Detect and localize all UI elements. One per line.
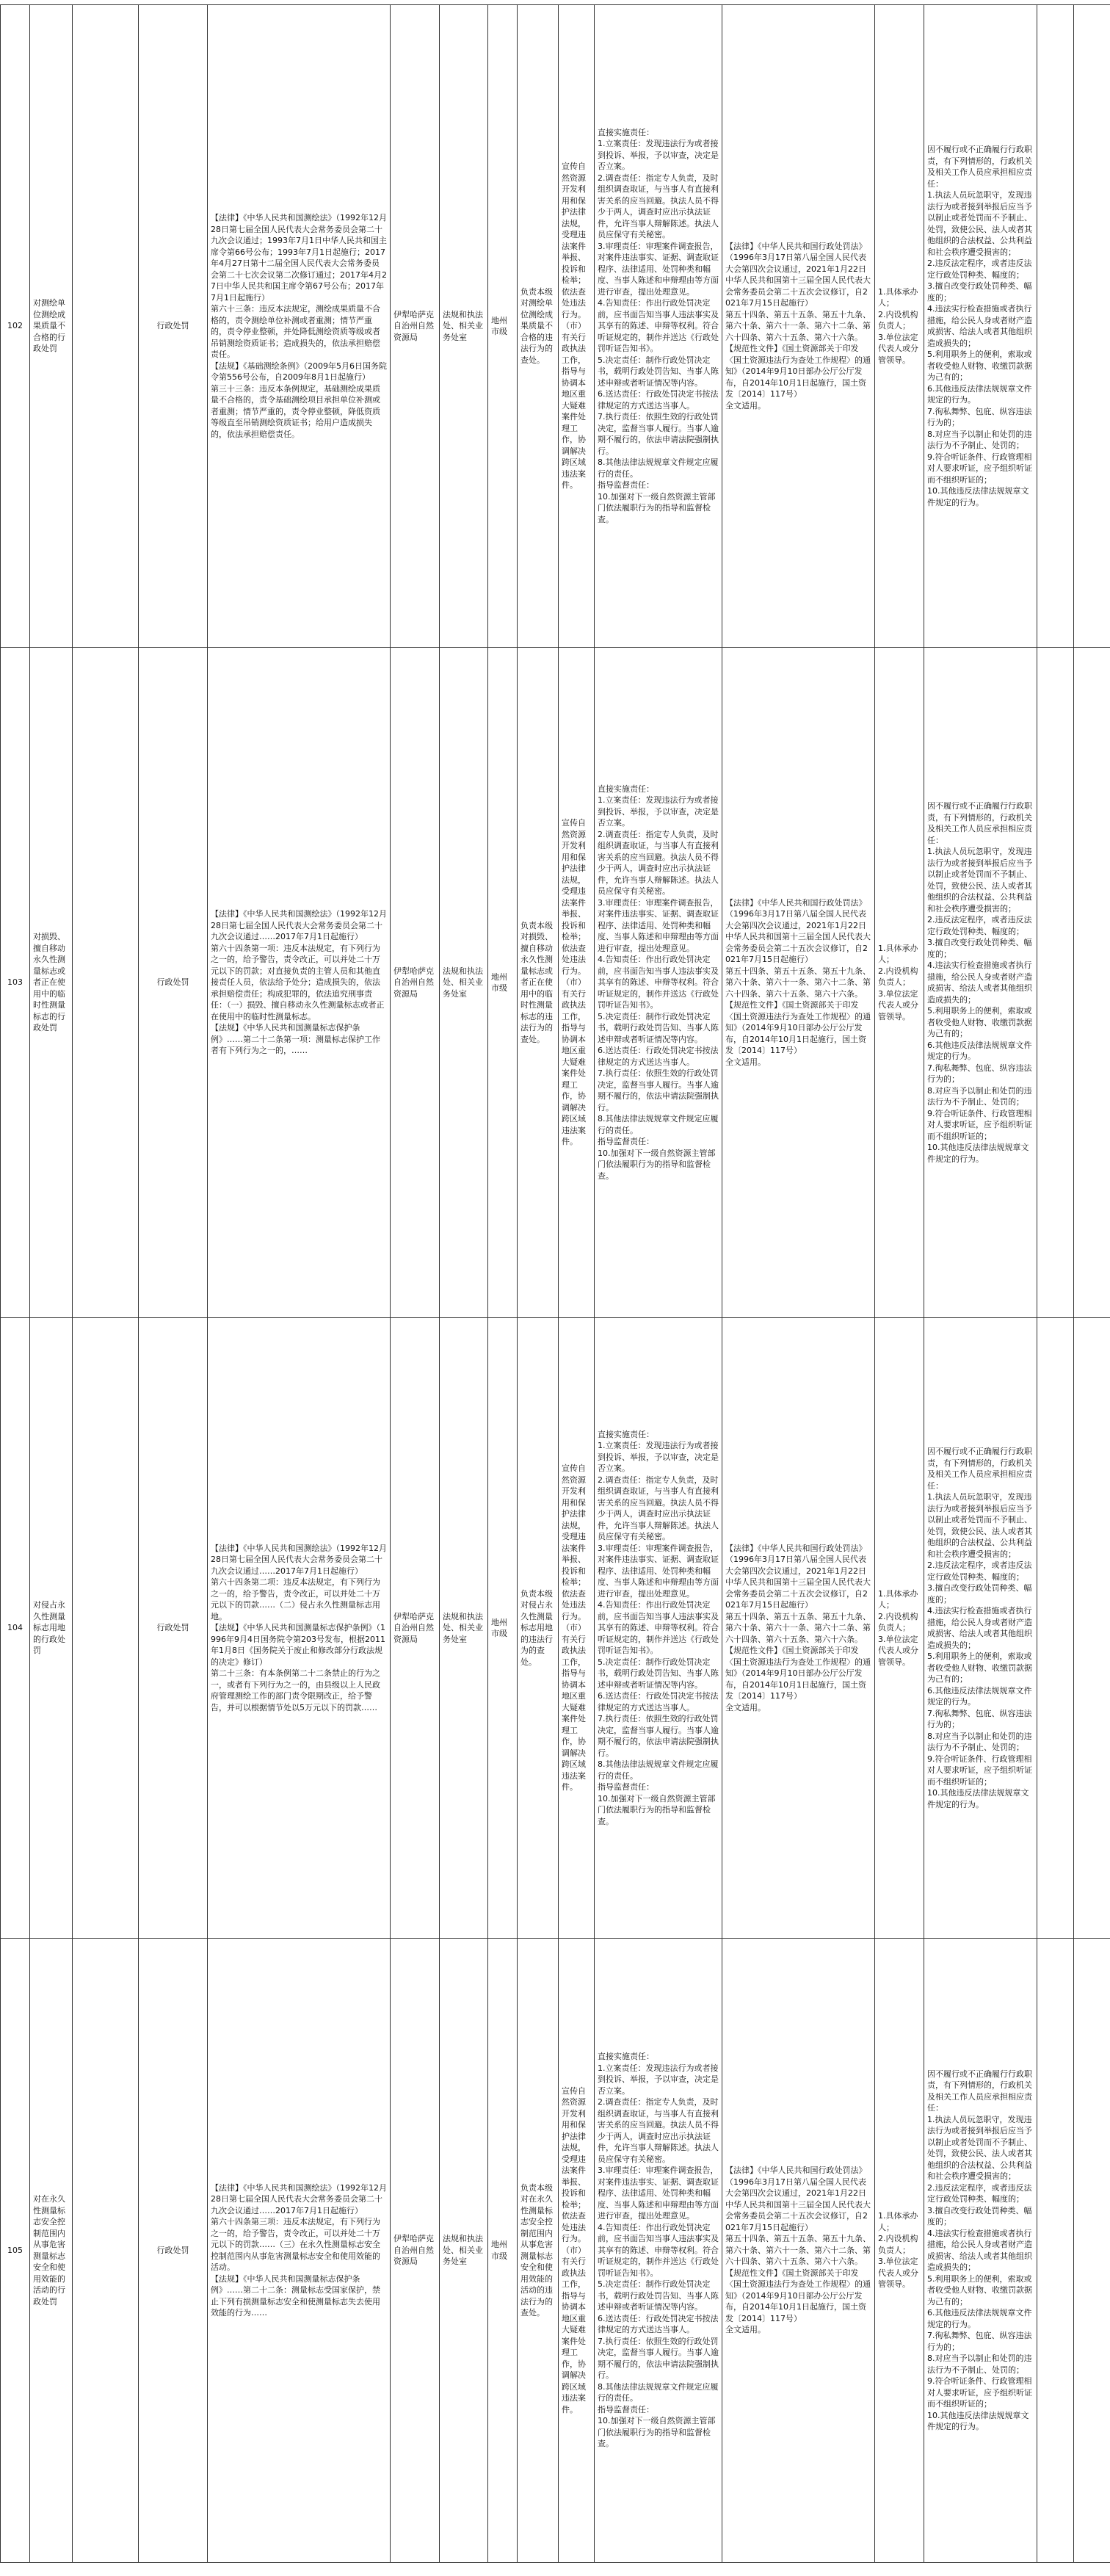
row-number: 104	[1, 1318, 30, 1939]
responsible-persons: 1.具体承办人； 2.内设机构负责人； 3.单位法定代表人或分管领导。	[875, 648, 924, 1318]
legal-basis: 【法律】《中华人民共和国测绘法》（1992年12月28日第七届全国人民代表大会常务委员会第二十九次会议通过；1993年7月1日中华人民共和国主席令第66号公布；1993年7月1日起施行；2017年4月27日第十二届全国人民代表大会常务委员会第二十七次会议第二次修订通过；2017年4月27日中华人民共和国主席令第67号公布；2017年7月1日起施行） 第六十三条：违反本法规定，测绘成果质量不合格的，责令测绘单位补测或者重测；情节严重的，责令停业整顿，并处降低测绘资质等级或者吊销测绘资质证书；造成损失的，依法承担赔偿责任。 【法规】《基础测绘条例》（2009年5月6日国务院令第556号公布，自2009年8月1日起施行） 第三十三条：违反本条例规定，基础测绘成果质量不合格的，责令基础测绘项目承担单位补测或者重测；情节严重的，责令停业整顿，降低资质等级直至吊销测绘资质证书；给用户造成损失的，依法承担赔偿责任。	[208, 5, 391, 648]
item-type: 行政处罚	[139, 5, 208, 648]
responsibility-scope: 负责本级对在永久性测量标志安全控制范围内从事危害测量标志安全和使用效能的活动的违法行为的查处。	[518, 1939, 559, 2563]
responsibility-mid	[559, 1318, 595, 1939]
responsibility-mid	[559, 648, 595, 1318]
item-type: 行政处罚	[139, 648, 208, 1318]
legal-basis: 【法律】《中华人民共和国测绘法》（1992年12月28日第七届全国人民代表大会常务委员会第二十九次会议通过……2017年7月1日起施行） 第六十四条第二项：违反本法规定，有下列行为之一的，给予警告，责令改正，可以并处二十万元以下的罚款……（二）侵占永久性测量标志用地。 【法规】《中华人民共和国测量标志保护条例》（1996年9月4日国务院令第203号发布，根据2011年1月8日《国务院关于废止和修改部分行政法规的决定》修订） 第二十三条：有本条例第二十二条禁止的行为之一，或者有下列行为之一的，由县级以上人民政府管理测绘工作的部门责令限期改正，给予警告，并可以根据情节处以5万元以下的罚款……	[208, 1318, 391, 1939]
empty-cell	[73, 1318, 139, 1939]
legal-basis: 【法律】《中华人民共和国测绘法》（1992年12月28日第七届全国人民代表大会常务委员会第二十九次会议通过……2017年7月1日起施行） 第六十四条第一项：违反本法规定，有下列行为之一的，给予警告，责令改正，可以并处二十万元以下的罚款；对直接负责的主管人员和其他直接责任人员，依法给予处分；造成损失的，依法承担赔偿责任；构成犯罪的，依法追究刑事责任：（一）损毁、擅自移动永久性测量标志或者正在使用中的临时性测量标志。 【法规】《中华人民共和国测量标志保护条例》……第二十二条第一项：测量标志保护工作者有下列行为之一的，……	[208, 648, 391, 1318]
responsibility-mid	[559, 5, 595, 648]
table-row	[1, 5, 1110, 648]
row-number: 105	[1, 1939, 30, 2563]
table-row	[1, 1939, 1110, 2563]
level: 地州市级	[488, 5, 518, 648]
handling-unit: 法规和执法处、相关业务处室	[440, 648, 488, 1318]
empty-cell	[1037, 1939, 1074, 2563]
empty-cell	[1074, 1939, 1110, 2563]
legal-basis: 【法律】《中华人民共和国测绘法》（1992年12月28日第七届全国人民代表大会常务委员会第二十九次会议通过……2017年7月1日起施行） 第六十四条第三项：违反本法规定，有下列行为之一的，给予警告，责令改正，可以并处二十万元以下的罚款……（三）在永久性测量标志安全控制范围内从事危害测量标志安全和使用效能的活动。 【法规】《中华人民共和国测量标志保护条例》……第二十二条：测量标志受国家保护，禁止下列有损测量标志安全和使测量标志失去使用效能的行为……	[208, 1939, 391, 2563]
empty-cell	[1037, 5, 1074, 648]
duty-items: 直接实施责任： 1.立案责任：发现违法行为或者接到投诉、举报，予以审查，决定是否立案。 2.调查责任：指定专人负责，及时组织调查取证，与当事人有直接利害关系的应当回避。执法人员不得少于两人，调查时应出示执法证件，允许当事人辩解陈述。执法人员应保守有关秘密。 3.审理责任：审理案件调查报告，对案件违法事实、证据、调查取证程序、法律适用、处罚种类和幅度、当事人陈述和申辩理由等方面进行审查，提出处理意见。 4.告知责任：作出行政处罚决定前，应书面告知当事人违法事实及其享有的陈述、申辩等权利。符合听证规定的，制作并送达《行政处罚听证告知书》。 5.决定责任：制作行政处罚决定书，载明行政处罚告知、当事人陈述申辩或者听证情况等内容。 6.送达责任：行政处罚决定书按法律规定的方式送达当事人。 7.执行责任：依照生效的行政处罚决定，监督当事人履行。当事人逾期不履行的，依法申请法院强制执行。 8.其他法律法规规章文件规定应履行的责任。 指导监督责任： 10.加强对下一级自然资源主管部门依法履职行为的指导和监督检查。	[595, 1318, 722, 1939]
duty-items: 直接实施责任： 1.立案责任：发现违法行为或者接到投诉、举报，予以审查，决定是否立案。 2.调查责任：指定专人负责，及时组织调查取证，与当事人有直接利害关系的应当回避。执法人员不得少于两人，调查时应出示执法证件，允许当事人辩解陈述。执法人员应保守有关秘密。 3.审理责任：审理案件调查报告，对案件违法事实、证据、调查取证程序、法律适用、处罚种类和幅度、当事人陈述和申辩理由等方面进行审查，提出处理意见。 4.告知责任：作出行政处罚决定前，应书面告知当事人违法事实及其享有的陈述、申辩等权利。符合听证规定的，制作并送达《行政处罚听证告知书》。 5.决定责任：制作行政处罚决定书，载明行政处罚告知、当事人陈述申辩或者听证情况等内容。 6.送达责任：行政处罚决定书按法律规定的方式送达当事人。 7.执行责任：依照生效的行政处罚决定，监督当事人履行。当事人逾期不履行的，依法申请法院强制执行。 8.其他法律法规规章文件规定应履行的责任。 指导监督责任： 10.加强对下一级自然资源主管部门依法履职行为的指导和监督检查。	[595, 5, 722, 648]
authority-table	[0, 4, 1110, 2563]
law-basis: 【法律】《中华人民共和国行政处罚法》（1996年3月17日第八届全国人民代表大会第四次会议通过，2021年1月22日中华人民共和国第十三届全国人民代表大会常务委员会第二十五次会议修订，自2021年7月15日起施行） 第五十四条、第五十五条、第五十九条、第六十条、第六十一条、第六十二条、第六十四条、第六十五条、第六十六条。 【规范性文件】《国土资源部关于印发〈国土资源违法行为查处工作规程〉的通知》（2014年9月10日部办公厅公厅发布，自2014年10月1日起施行，国土资发〔2014〕117号） 全文适用。	[722, 648, 875, 1318]
empty-cell	[1074, 5, 1110, 648]
item-name: 对在永久性测量标志安全控制范围内从事危害测量标志安全和使用效能的活动的行政处罚	[30, 1939, 73, 2563]
law-basis: 【法律】《中华人民共和国行政处罚法》（1996年3月17日第八届全国人民代表大会第四次会议通过，2021年1月22日中华人民共和国第十三届全国人民代表大会常务委员会第二十五次会议修订，自2021年7月15日起施行） 第五十四条、第五十五条、第五十九条、第六十条、第六十一条、第六十二条、第六十四条、第六十五条、第六十六条。 【规范性文件】《国土资源部关于印发〈国土资源违法行为查处工作规程〉的通知》（2014年9月10日部办公厅公厅发布，自2014年10月1日起施行，国土资发〔2014〕117号） 全文适用。	[722, 5, 875, 648]
empty-cell	[1074, 648, 1110, 1318]
accountability: 因不履行或不正确履行行政职责，有下列情形的，行政机关及相关工作人员应承担相应责任： 1.执法人员玩忽职守，发现违法行为或者接到举报后应当予以制止或者处罚而不予制止、处罚，致使公民、法人或者其他组织的合法权益、公共利益和社会秩序遭受损害的； 2.违反法定程序，或者违反法定行政处罚种类、幅度的； 3.擅自改变行政处罚种类、幅度的； 4.违法实行检查措施或者执行措施，给公民人身或者财产造成损害、给法人或者其他组织造成损失的； 5.利用职务上的便利，索取或者收受他人财物、收缴罚款据为己有的； 6.其他违反法律法规规章文件规定的行为。 7.徇私舞弊、包庇、纵容违法行为的； 8.对应当予以制止和处罚的违法行为不予制止、处罚的； 9.符合听证条件、行政管理相对人要求听证，应予组织听证而不组织听证的； 10.其他违反法律法规规章文件规定的行为。	[924, 5, 1037, 648]
resp-mid2-text: （市）有关行政执法工作，指导与协调本地区重大疑难案件处理工作，协调解决跨区域违法案件。	[562, 2245, 586, 2414]
duty-items: 直接实施责任： 1.立案责任：发现违法行为或者接到投诉、举报，予以审查，决定是否立案。 2.调查责任：指定专人负责，及时组织调查取证，与当事人有直接利害关系的应当回避。执法人员不得少于两人，调查时应出示执法证件，允许当事人辩解陈述。执法人员应保守有关秘密。 3.审理责任：审理案件调查报告，对案件违法事实、证据、调查取证程序、法律适用、处罚种类和幅度、当事人陈述和申辩理由等方面进行审查，提出处理意见。 4.告知责任：作出行政处罚决定前，应书面告知当事人违法事实及其享有的陈述、申辩等权利。符合听证规定的，制作并送达《行政处罚听证告知书》。 5.决定责任：制作行政处罚决定书，载明行政处罚告知、当事人陈述申辩或者听证情况等内容。 6.送达责任：行政处罚决定书按法律规定的方式送达当事人。 7.执行责任：依照生效的行政处罚决定，监督当事人履行。当事人逾期不履行的，依法申请法院强制执行。 8.其他法律法规规章文件规定应履行的责任。 指导监督责任： 10.加强对下一级自然资源主管部门依法履职行为的指导和监督检查。	[595, 648, 722, 1318]
item-name: 对测绘单位测绘成果质量不合格的行政处罚	[30, 5, 73, 648]
department: 伊犁哈萨克自治州自然资源局	[391, 1318, 440, 1939]
level: 地州市级	[488, 1939, 518, 2563]
empty-cell	[73, 1939, 139, 2563]
item-type: 行政处罚	[139, 1318, 208, 1939]
resp-mid2-text: （市）有关行政执法工作，指导与协调本地区重大疑难案件处理工作，协调解决跨区域违法案件。	[562, 977, 586, 1147]
accountability: 因不履行或不正确履行行政职责，有下列情形的，行政机关及相关工作人员应承担相应责任： 1.执法人员玩忽职守，发现违法行为或者接到举报后应当予以制止或者处罚而不予制止、处罚，致使公民、法人或者其他组织的合法权益、公共利益和社会秩序遭受损害的； 2.违反法定程序，或者违反法定行政处罚种类、幅度的； 3.擅自改变行政处罚种类、幅度的； 4.违法实行检查措施或者执行措施，给公民人身或者财产造成损害、给法人或者其他组织造成损失的； 5.利用职务上的便利，索取或者收受他人财物、收缴罚款据为己有的； 6.其他违反法律法规规章文件规定的行为。 7.徇私舞弊、包庇、纵容违法行为的； 8.对应当予以制止和处罚的违法行为不予制止、处罚的； 9.符合听证条件、行政管理相对人要求听证，应予组织听证而不组织听证的； 10.其他违反法律法规规章文件规定的行为。	[924, 648, 1037, 1318]
department: 伊犁哈萨克自治州自然资源局	[391, 5, 440, 648]
responsibility-scope: 负责本级对测绘单位测绘成果质量不合格的违法行为的查处。	[518, 5, 559, 648]
department: 伊犁哈萨克自治州自然资源局	[391, 648, 440, 1318]
level: 地州市级	[488, 1318, 518, 1939]
resp-mid2-text: （市）有关行政执法工作，指导与协调本地区重大疑难案件处理工作，协调解决跨区域违法案件。	[562, 321, 586, 491]
responsibility-mid	[559, 1939, 595, 2563]
duty-items: 直接实施责任： 1.立案责任：发现违法行为或者接到投诉、举报，予以审查，决定是否立案。 2.调查责任：指定专人负责，及时组织调查取证，与当事人有直接利害关系的应当回避。执法人员不得少于两人，调查时应出示执法证件，允许当事人辩解陈述。执法人员应保守有关秘密。 3.审理责任：审理案件调查报告，对案件违法事实、证据、调查取证程序、法律适用、处罚种类和幅度、当事人陈述和申辩理由等方面进行审查，提出处理意见。 4.告知责任：作出行政处罚决定前，应书面告知当事人违法事实及其享有的陈述、申辩等权利。符合听证规定的，制作并送达《行政处罚听证告知书》。 5.决定责任：制作行政处罚决定书，载明行政处罚告知、当事人陈述申辩或者听证情况等内容。 6.送达责任：行政处罚决定书按法律规定的方式送达当事人。 7.执行责任：依照生效的行政处罚决定，监督当事人履行。当事人逾期不履行的，依法申请法院强制执行。 8.其他法律法规规章文件规定应履行的责任。 指导监督责任： 10.加强对下一级自然资源主管部门依法履职行为的指导和监督检查。	[595, 1939, 722, 2563]
resp-mid-text: 宣传自然资源开发利用和保护法律法规，受理违法案件举报、投诉和检举；依法查处违法行为。	[562, 2085, 586, 2244]
accountability: 因不履行或不正确履行行政职责，有下列情形的，行政机关及相关工作人员应承担相应责任： 1.执法人员玩忽职守，发现违法行为或者接到举报后应当予以制止或者处罚而不予制止、处罚，致使公民、法人或者其他组织的合法权益、公共利益和社会秩序遭受损害的； 2.违反法定程序，或者违反法定行政处罚种类、幅度的； 3.擅自改变行政处罚种类、幅度的； 4.违法实行检查措施或者执行措施，给公民人身或者财产造成损害、给法人或者其他组织造成损失的； 5.利用职务上的便利，索取或者收受他人财物、收缴罚款据为己有的； 6.其他违反法律法规规章文件规定的行为。 7.徇私舞弊、包庇、纵容违法行为的； 8.对应当予以制止和处罚的违法行为不予制止、处罚的； 9.符合听证条件、行政管理相对人要求听证，应予组织听证而不组织听证的； 10.其他违反法律法规规章文件规定的行为。	[924, 1939, 1037, 2563]
responsibility-scope: 负责本级对损毁、擅自移动永久性测量标志或者正在使用中的临时性测量标志的违法行为的查处。	[518, 648, 559, 1318]
handling-unit: 法规和执法处、相关业务处室	[440, 1318, 488, 1939]
row-number: 102	[1, 5, 30, 648]
empty-cell	[1037, 1318, 1074, 1939]
resp-mid-text: 宣传自然资源开发利用和保护法律法规，受理违法案件举报、投诉和检举；依法查处违法行为。	[562, 162, 586, 319]
empty-cell	[1037, 648, 1074, 1318]
accountability: 因不履行或不正确履行行政职责，有下列情形的，行政机关及相关工作人员应承担相应责任： 1.执法人员玩忽职守，发现违法行为或者接到举报后应当予以制止或者处罚而不予制止、处罚，致使公民、法人或者其他组织的合法权益、公共利益和社会秩序遭受损害的； 2.违反法定程序，或者违反法定行政处罚种类、幅度的； 3.擅自改变行政处罚种类、幅度的； 4.违法实行检查措施或者执行措施，给公民人身或者财产造成损害、给法人或者其他组织造成损失的； 5.利用职务上的便利，索取或者收受他人财物、收缴罚款据为己有的； 6.其他违反法律法规规章文件规定的行为。 7.徇私舞弊、包庇、纵容违法行为的； 8.对应当予以制止和处罚的违法行为不予制止、处罚的； 9.符合听证条件、行政管理相对人要求听证，应予组织听证而不组织听证的； 10.其他违反法律法规规章文件规定的行为。	[924, 1318, 1037, 1939]
empty-cell	[73, 648, 139, 1318]
handling-unit: 法规和执法处、相关业务处室	[440, 1939, 488, 2563]
item-name: 对损毁、擅自移动永久性测量标志或者正在使用中的临时性测量标志的行政处罚	[30, 648, 73, 1318]
handling-unit: 法规和执法处、相关业务处室	[440, 5, 488, 648]
resp-mid-text: 宣传自然资源开发利用和保护法律法规，受理违法案件举报、投诉和检举；依法查处违法行为。	[562, 818, 586, 976]
row-number: 103	[1, 648, 30, 1318]
law-basis: 【法律】《中华人民共和国行政处罚法》（1996年3月17日第八届全国人民代表大会第四次会议通过，2021年1月22日中华人民共和国第十三届全国人民代表大会常务委员会第二十五次会议修订，自2021年7月15日起施行） 第五十四条、第五十五条、第五十九条、第六十条、第六十一条、第六十二条、第六十四条、第六十五条、第六十六条。 【规范性文件】《国土资源部关于印发〈国土资源违法行为查处工作规程〉的通知》（2014年9月10日部办公厅公厅发布，自2014年10月1日起施行，国土资发〔2014〕117号） 全文适用。	[722, 1318, 875, 1939]
law-basis: 【法律】《中华人民共和国行政处罚法》（1996年3月17日第八届全国人民代表大会第四次会议通过，2021年1月22日中华人民共和国第十三届全国人民代表大会常务委员会第二十五次会议修订，自2021年7月15日起施行） 第五十四条、第五十五条、第五十九条、第六十条、第六十一条、第六十二条、第六十四条、第六十五条、第六十六条。 【规范性文件】《国土资源部关于印发〈国土资源违法行为查处工作规程〉的通知》（2014年9月10日部办公厅公厅发布，自2014年10月1日起施行，国土资发〔2014〕117号） 全文适用。	[722, 1939, 875, 2563]
responsible-persons: 1.具体承办人； 2.内设机构负责人； 3.单位法定代表人或分管领导。	[875, 5, 924, 648]
item-name: 对侵占永久性测量标志用地的行政处罚	[30, 1318, 73, 1939]
resp-mid2-text: （市）有关行政执法工作，指导与协调本地区重大疑难案件处理工作，协调解决跨区域违法案件。	[562, 1623, 586, 1792]
resp-mid-text: 宣传自然资源开发利用和保护法律法规，受理违法案件举报、投诉和检举；依法查处违法行为。	[562, 1464, 586, 1621]
table-row	[1, 648, 1110, 1318]
responsible-persons: 1.具体承办人； 2.内设机构负责人； 3.单位法定代表人或分管领导。	[875, 1318, 924, 1939]
empty-cell	[73, 5, 139, 648]
table-row	[1, 1318, 1110, 1939]
department: 伊犁哈萨克自治州自然资源局	[391, 1939, 440, 2563]
responsibility-scope: 负责本级对侵占永久性测量标志用地的违法行为的查处。	[518, 1318, 559, 1939]
empty-cell	[1074, 1318, 1110, 1939]
level: 地州市级	[488, 648, 518, 1318]
item-type: 行政处罚	[139, 1939, 208, 2563]
responsible-persons: 1.具体承办人； 2.内设机构负责人； 3.单位法定代表人或分管领导。	[875, 1939, 924, 2563]
